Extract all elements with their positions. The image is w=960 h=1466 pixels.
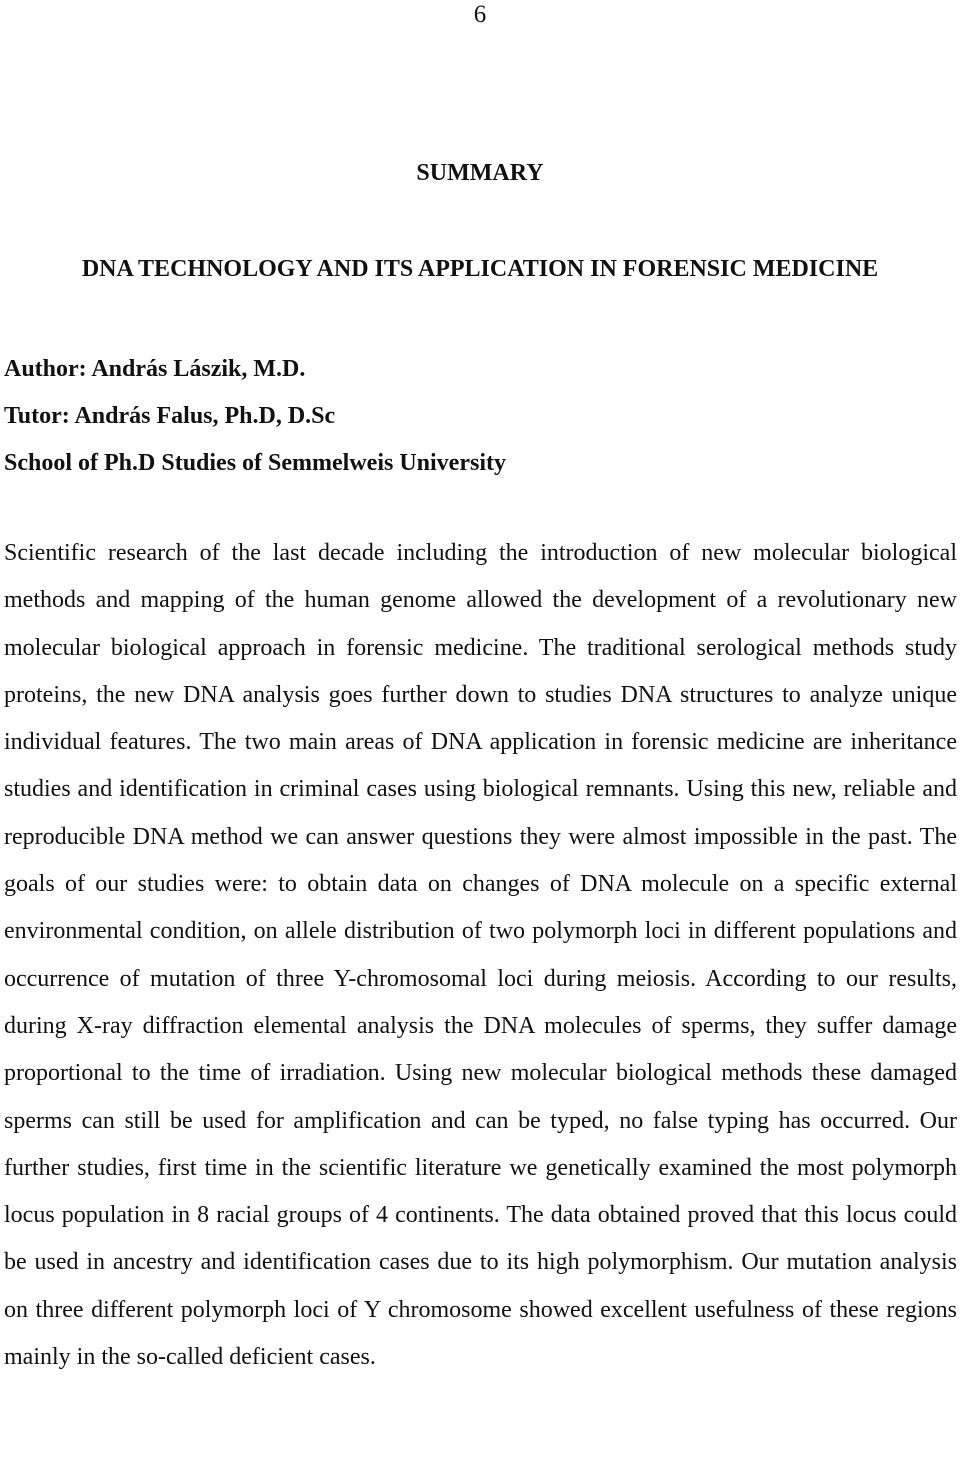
page-title: SUMMARY <box>416 160 544 186</box>
summary-paragraph: Scientific research of the last decade including the introduction of new molecular biological methods and mapping of the human genome allowed the development of a revolutionary new molecular biological approach in forensic medicine. The traditional serological methods study proteins, the new DNA analysis goes further down to studies DNA structures to analyze unique individual features. The two main areas of DNA application in forensic medicine are inheritance studies and identification in criminal cases using biological remnants. Using this new, reliable and reproducible DNA method we can answer questions they were almost impossible in the past. The goals of our studies were: to obtain data on changes of DNA molecule on a specific external environmental condition, on allele distribution of two polymorph loci in different populations and occurrence of mutation of three Y-chromosomal loci during meiosis. According to our results, during X-ray diffraction elemental analysis the DNA molecules of sperms, they suffer damage proportional to the time of irradiation. Using new molecular biological methods these damaged sperms can still be used for amplification and can be typed, no false typing has occurred. Our further studies, first time in the scientific literature we genetically examined the most polymorph locus population in 8 racial groups of 4 continents. The data obtained proved that this locus could be used in ancestry and identification cases due to its high polymorphism. Our mutation analysis on three different polymorph loci of Y chromosome showed excellent usefulness of these regions mainly in the so-called deficient cases. <box>4 540 957 1371</box>
author-block <box>4 346 506 487</box>
tutor-line: Tutor: András Falus, Ph.D, D.Sc <box>4 403 336 429</box>
page-number: 6 <box>473 1 487 28</box>
school-line: School of Ph.D Studies of Semmelweis University <box>4 450 506 476</box>
author-line: Author: András Lászik, M.D. <box>4 356 306 382</box>
document-subtitle: DNA TECHNOLOGY AND ITS APPLICATION IN FORENSIC MEDICINE <box>81 256 879 282</box>
